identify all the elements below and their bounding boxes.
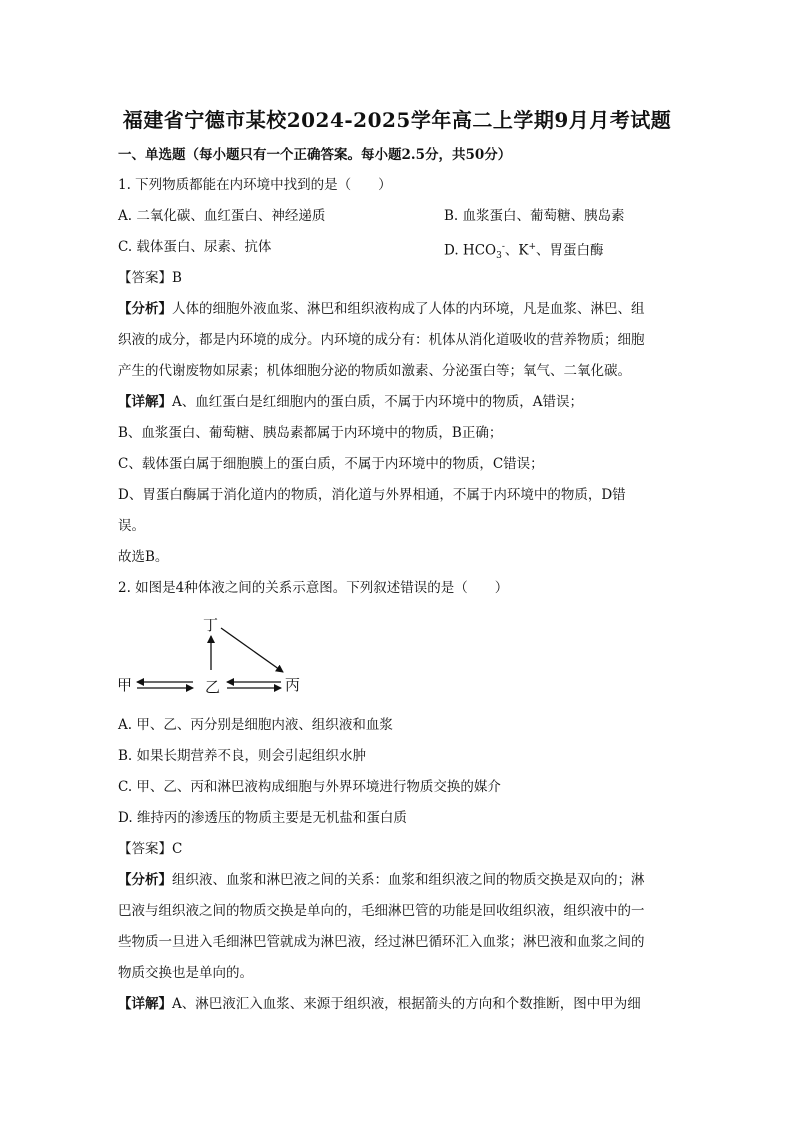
q2-option-d: D. 维持丙的渗透压的物质主要是无机盐和蛋白质 [118,810,407,826]
q1-detail-line-2: B、血浆蛋白、葡萄糖、胰岛素都属于内环境中的物质，B正确； [118,425,503,441]
q2-detail-line-1 [118,995,678,1013]
q1-detail-line-5: 误。 [118,518,145,534]
q1-option-d-mid: 、K [504,242,529,259]
q2-detail-text-1: A、淋巴液汇入血浆、来源于组织液，根据箭头的方向和个数推断，图中甲为细 [172,996,641,1012]
label-bing: 丙 [285,676,301,694]
q1-analysis-line-1 [118,300,678,318]
q2-option-a: A. 甲、乙、丙分别是细胞内液、组织液和血浆 [118,717,393,733]
q2-analysis-line-2: 巴液与组织液之间的物质交换是单向的，毛细淋巴管的功能是回收组织液，组织液中的一 [118,903,645,919]
q1-option-c: C. 载体蛋白、尿素、抗体 [118,239,272,255]
q2-analysis-line-1 [118,871,678,889]
q2-answer: 【答案】C [118,841,183,857]
q1-option-d-sup1: - [501,242,505,252]
q2-analysis-tag: 【分析】 [118,872,172,888]
q1-analysis-tag: 【分析】 [118,301,172,317]
arrow-ding-to-bing [221,628,283,672]
q1-analysis-text-1: 人体的细胞外液血浆、淋巴和组织液构成了人体的内环境，凡是血浆、淋巴、组 [172,301,645,317]
q1-analysis-line-3: 产生的代谢废物如尿素；机体细胞分泌的物质如激素、分泌蛋白等；氧气、二氧化碳。 [118,363,631,379]
q2-detail-tag: 【详解】 [118,996,172,1012]
q1-option-a: A. 二氧化碳、血红蛋白、神经递质 [118,208,326,224]
q1-detail-tag: 【详解】 [118,394,172,410]
q1-conclusion: 故选B。 [118,549,169,565]
q1-option-d-sup2: + [528,242,537,252]
q1-option-d-prefix: D. HCO [444,242,497,259]
label-yi: 乙 [205,678,221,696]
q1-detail-text-1: A、血红蛋白是红细胞内的蛋白质，不属于内环境中的物质，A错误； [172,394,583,410]
label-ding: 丁 [203,616,219,634]
page-title: 福建省宁德市某校2024-2025学年高二上学期9月月考试题 [122,108,672,132]
q1-option-d-sub: 3 [496,251,502,262]
q2-option-b: B. 如果长期营养不良，则会引起组织水肿 [118,748,367,764]
q1-option-d [444,238,604,265]
q2-analysis-text-1: 组织液、血浆和淋巴液之间的关系：血浆和组织液之间的物质交换是双向的；淋 [172,872,645,888]
q1-option-b: B. 血浆蛋白、葡萄糖、胰岛素 [444,208,625,224]
q1-detail-line-4: D、胃蛋白酶属于消化道内的物质，消化道与外界相通，不属于内环境中的物质，D错 [118,487,626,503]
q1-stem: 1. 下列物质都能在内环境中找到的是（ ） [118,177,392,193]
q2-analysis-line-3: 些物质一旦进入毛细淋巴管就成为淋巴液，经过淋巴循环汇入血浆；淋巴液和血浆之间的 [118,934,645,950]
q1-detail-line-1 [118,393,678,411]
label-jia: 甲 [117,676,133,694]
q2-analysis-line-4: 物质交换也是单向的。 [118,965,253,981]
q1-answer: 【答案】B [118,270,182,286]
q1-analysis-line-2: 织液的成分，都是内环境的成分。内环境的成分有：机体从消化道吸收的营养物质；细胞 [118,332,645,348]
q2-option-c: C. 甲、乙、丙和淋巴液构成细胞与外界环境进行物质交换的媒介 [118,779,501,795]
body-fluid-diagram [115,612,315,702]
section-heading: 一、单选题（每小题只有一个正确答案。每小题2.5分，共50分） [118,147,512,163]
q2-stem: 2. 如图是4种体液之间的关系示意图。下列叙述错误的是（ ） [118,580,509,596]
q1-option-d-rest: 、胃蛋白酶 [536,242,604,259]
q1-detail-line-3: C、载体蛋白属于细胞膜上的蛋白质，不属于内环境中的物质，C错误； [118,456,544,472]
